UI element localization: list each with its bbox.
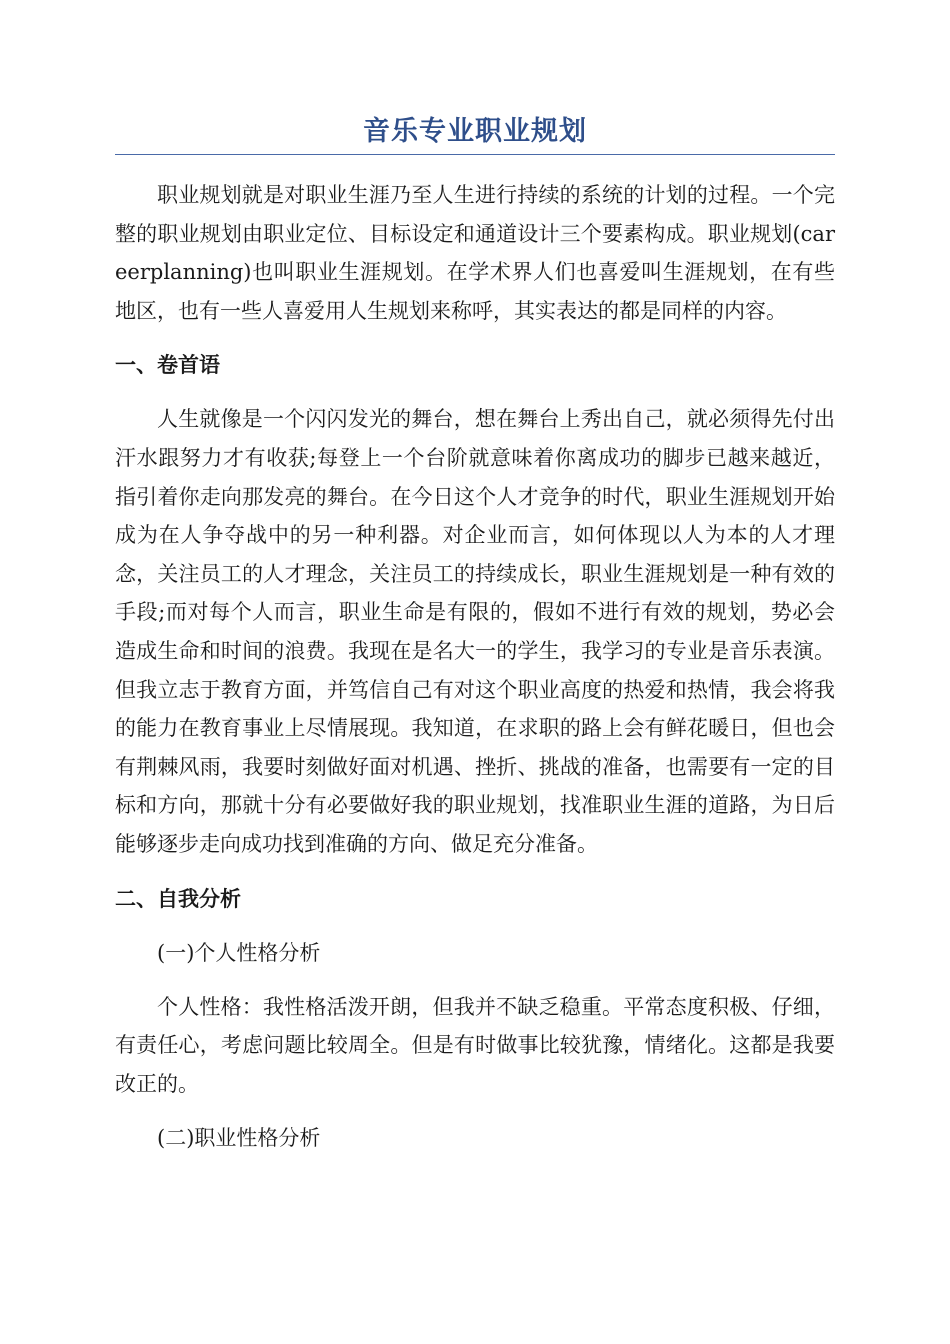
- subsection-heading-personality: (一)个人性格分析: [157, 940, 321, 965]
- preface-paragraph: 人生就像是一个闪闪发光的舞台，想在舞台上秀出自己，就必须得先付出汗水跟努力才有收获;每登上一个台阶就意味着你离成功的脚步已越来越近，指引着你走向那发亮的舞台。在今日这个人才竞争的时代，职业生涯规划开始成为在人争夺战中的另一种利器。对企业而言，如何体现以人为本的人才理念，关注员工的人才理念，关注员工的持续成长，职业生涯规划是一种有效的手段;而对每个人而言，职业生命是有限的，假如不进行有效的规划，势必会造成生命和时间的浪费。我现在是名大一的学生，我学习的专业是音乐表演。但我立志于教育方面，并笃信自己有对这个职业高度的热爱和热情，我会将我的能力在教育事业上尽情展现。我知道，在求职的路上会有鲜花暖日，但也会有荆棘风雨，我要时刻做好面对机遇、挫折、挑战的准备，也需要有一定的目标和方向，那就十分有必要做好我的职业规划，找准职业生涯的道路，为日后能够逐步走向成功找到准确的方向、做足充分准备。: [115, 407, 835, 856]
- page-title: 音乐专业职业规划: [115, 112, 835, 155]
- section-heading-self-analysis: 二、自我分析: [115, 886, 241, 911]
- subsection-heading-career-personality: (二)职业性格分析: [157, 1126, 321, 1151]
- section-heading-preface: 一、卷首语: [115, 353, 220, 378]
- intro-paragraph: 职业规划就是对职业生涯乃至人生进行持续的系统的计划的过程。一个完整的职业规划由职业定位、目标设定和通道设计三个要素构成。职业规划(careerplanning)也叫职业生涯规划。在学术界人们也喜爱叫生涯规划，在有些地区，也有一些人喜爱用人生规划来称呼，其实表达的都是同样的内容。: [115, 183, 835, 323]
- document-page: [115, 112, 835, 1173]
- personality-paragraph: 个人性格：我性格活泼开朗，但我并不缺乏稳重。平常态度积极、仔细，有责任心，考虑问题比较周全。但是有时做事比较犹豫，情绪化。这都是我要改正的。: [115, 994, 835, 1096]
